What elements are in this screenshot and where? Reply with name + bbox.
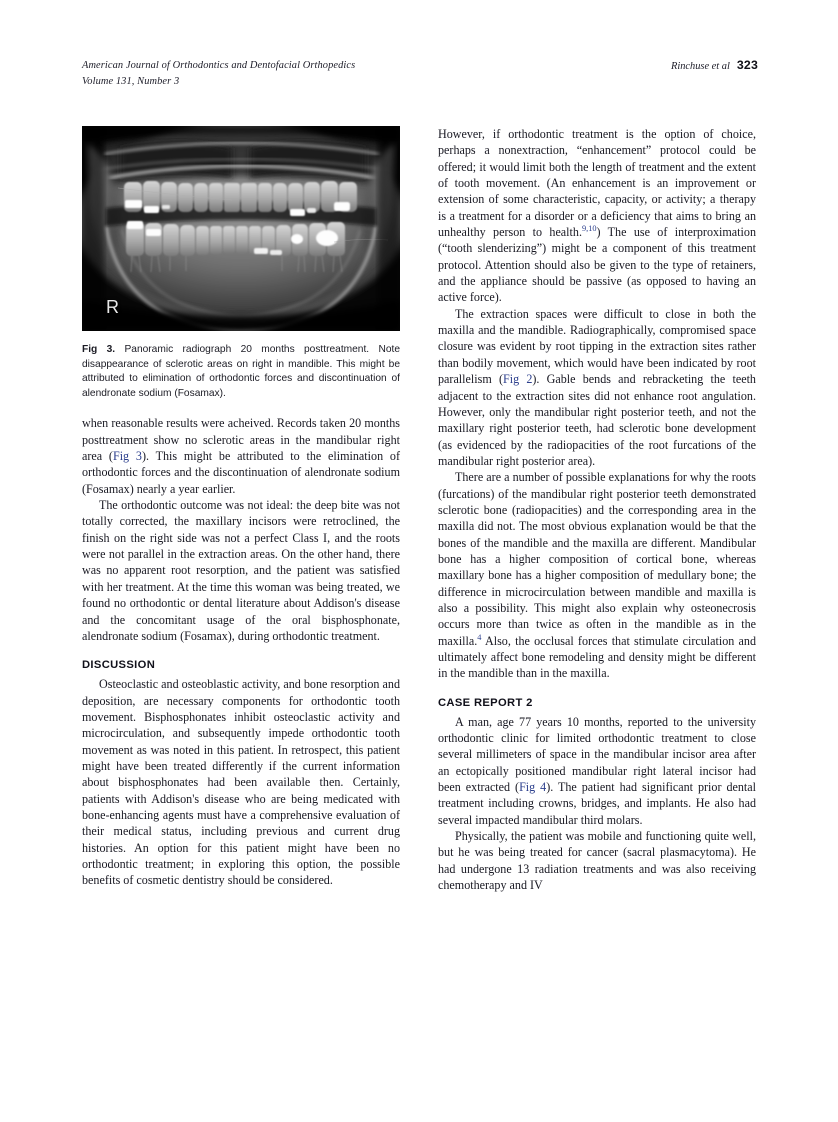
figure-2-crossref-link[interactable]: Fig 2: [502, 372, 533, 387]
figure-3: [82, 126, 400, 401]
running-head-right: [671, 58, 758, 75]
running-head: [82, 58, 758, 92]
figure-3-crossref-link[interactable]: Fig 3: [112, 449, 142, 464]
citation-ref-9-10[interactable]: 9,10: [581, 224, 597, 234]
orientation-marker-right: R: [106, 297, 119, 317]
heading-case-report-2: CASE REPORT 2: [438, 696, 533, 709]
rp4-part1: A man, age 77 years 10 months, reported to the university orthodontic clinic for limited orthodontic treatment to close several millimeters of space in the mandibular incisor area after an ectopically positioned mandibular right lateral incisor had been extracted (: [438, 714, 756, 795]
heading-discussion: DISCUSSION: [82, 659, 156, 672]
page-number: 323: [736, 58, 758, 72]
rp1-part2: ) The use of interproximation (“tooth slenderizing”) might be a component of this treatment protocol. Attention should also be given to the type of retainers, and the appliance should be passive (as opposed to having an active force).: [438, 225, 756, 305]
right-paragraph-3: [438, 469, 756, 681]
left-paragraph-2: The orthodontic outcome was not ideal: the deep bite was not totally corrected, the maxillary incisors were retroclined, the finish on the right side was not a perfect Class I, and the roots were not parallel in the extraction areas. On the other hand, there was no apparent root resorption, and the patient was satisfied with her treatment. At the time this woman was being treated, we found no orthodontic or dental literature about Addison's disease and the concomitant usage of the oral bisphosphonate, alendronate sodium (Fosamax), during orthodontic treatment.: [82, 498, 400, 643]
journal-title: American Journal of Orthodontics and Dentofacial Orthopedics: [82, 60, 356, 71]
rp3-part2: Also, the occlusal forces that stimulate circulation and ultimately affect bone remodeling and density might be different in the mandible than in the maxilla.: [438, 633, 756, 681]
rp2-part1: The extraction spaces were difficult to close in both the maxilla and the mandible. Radiographically, compromised space closure was evident by root tipping in the extraction sites rather than bodily movement, which would have been indicated by root parallelism (: [438, 306, 756, 387]
rp2-part2: ). Gable bends and rebracketing the teeth adjacent to the extraction sites did not enhance root angulation. However, only the mandibular right posterior teeth, and not the maxillary right posterior teeth, had sclerotic bone development (as evidenced by the radiopacities of the root furcations of the mandibular right posterior area).: [438, 372, 756, 468]
figure-caption-text: Panoramic radiograph 20 months posttreatment. Note disappearance of sclerotic areas on right in mandible. This might be attributed to elimination of orthodontic forces and discontinuation of alendronate sodium (Fosamax).: [82, 344, 400, 399]
figure-4-crossref-link[interactable]: Fig 4: [519, 780, 547, 795]
citation-ref-4[interactable]: 4: [477, 632, 482, 642]
rp3-part1: There are a number of possible explanations for why the roots (furcations) of the mandibular right posterior teeth demonstrated sclerotic bone (radiopacities) and the corresponding area in the maxilla did not. The most obvious explanation would be that the bones of the mandible and the maxilla are different. Mandibular bone has a higher composition of cortical bone, whereas maxillary bone has a higher composition of medullary bone; the difference in microcirculation between mandible and maxilla is also a possibility. This might also explain why osteonecrosis occurs more than twice as often in the mandible as in the maxilla.: [438, 470, 756, 648]
running-head-left: [82, 58, 355, 89]
rp4-part2: ). The patient had significant prior dental treatment including crowns, bridges, and implants. He also had several impacted mandibular third molars.: [438, 780, 756, 827]
authors-name: Rinchuse et al: [671, 61, 730, 72]
volume-issue: Volume 131, Number 3: [82, 75, 180, 87]
right-paragraph-1: [438, 126, 756, 306]
left-paragraph-3: Osteoclastic and osteoblastic activity, and bone resorption and deposition, are necessary components for orthodontic tooth movement. Bisphosphonates inhibit osteoclastic activity and microcirculation, and subsequently impede orthodontic tooth movement as was noted in this patient. In retrospect, this patient might have been treated differently if the current information about bisphosphonates had been available then. Certainly, patients with Addison's disease who are being medicated with bone-enhancing agents must have a comprehensive evaluation of their medical status, including previous and current drug histories. An option for this patient might have been no orthodontic treatment; in exploring this option, the possible benefits of cosmetic dentistry should be considered.: [82, 677, 400, 888]
lp1-part2: ). This might be attributed to the elimination of orthodontic forces and the discontinuation of alendronate sodium (Fosamax) nearly a year earlier.: [82, 449, 400, 496]
figure-caption: [82, 343, 400, 401]
right-column: [438, 126, 756, 893]
figure-label: Fig 3.: [82, 344, 116, 355]
right-paragraph-5: Physically, the patient was mobile and functioning quite well, but he was being treated for cancer (sacral plasmacytoma). He had undergone 13 radiation treatments and was also receiving chemotherapy and IV: [438, 829, 756, 893]
right-paragraph-4: [438, 714, 756, 828]
left-paragraph-1: [82, 415, 400, 497]
left-column: [82, 126, 400, 889]
right-paragraph-2: [438, 306, 756, 469]
panoramic-radiograph-image: [82, 126, 400, 331]
rp1-part1: However, if orthodontic treatment is the option of choice, perhaps a nonextraction, “enhancement” protocol could be offered; it would limit both the length of treatment and the extent of tooth movement. (An enhancement is an improvement or extension of some characteristic, capacity, or activity; a therapy is a treatment for a disorder or a deficiency that aims to bring an unhealthy person to health.: [438, 127, 756, 240]
lp1-part1: when reasonable results were acheived. Records taken 20 months posttreatment show no sclerotic areas in the mandibular right area (: [82, 416, 400, 464]
